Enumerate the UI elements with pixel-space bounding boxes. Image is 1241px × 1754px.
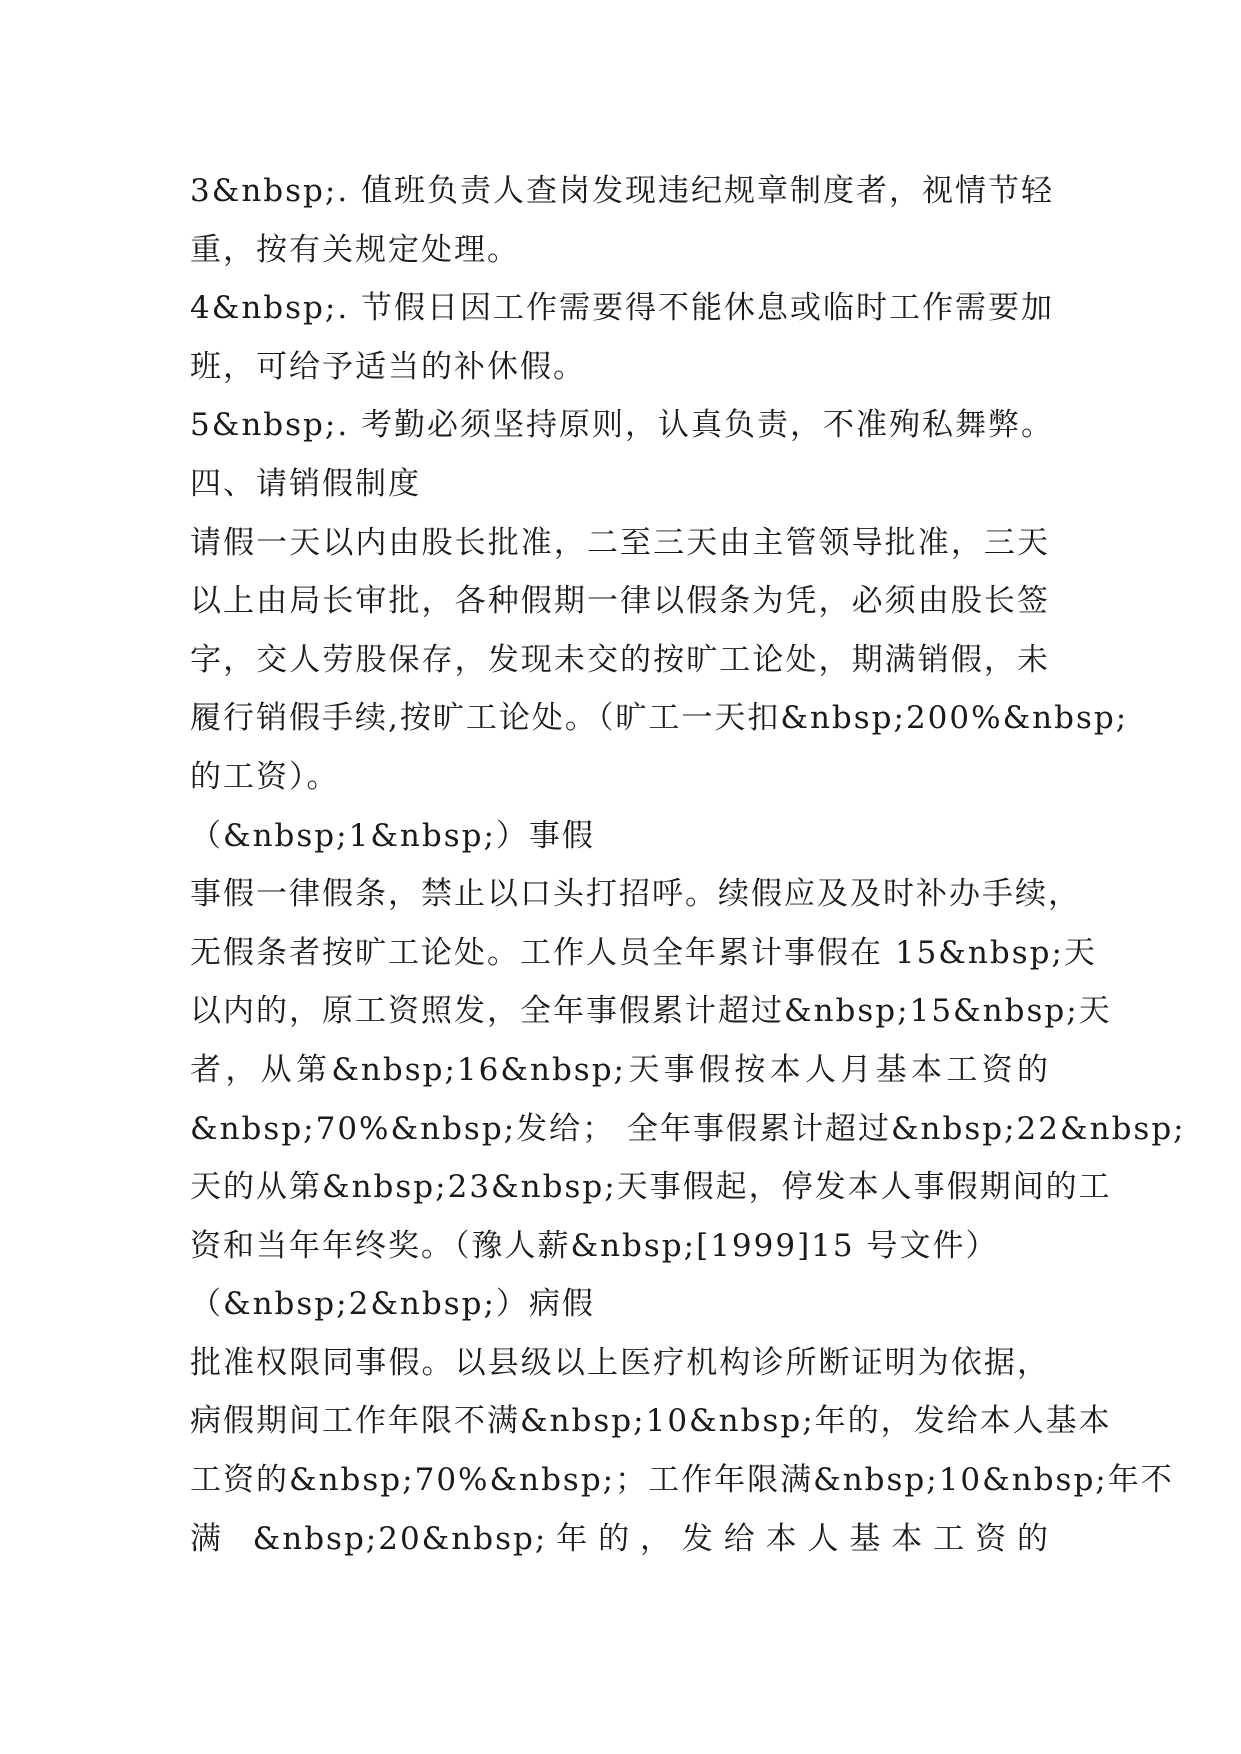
paragraph-line: 病假期间工作年限不满&nbsp;10&nbsp;年的，发给本人基本	[190, 1403, 1112, 1440]
paragraph-line: 请假一天以内由股长批准，二至三天由主管领导批准，三天	[190, 524, 1050, 561]
paragraph-line: 工资的&nbsp;70%&nbsp;；工作年限满&nbsp;10&nbsp;年不	[190, 1462, 1174, 1499]
paragraph-line: 者，从第&nbsp;16&nbsp;天事假按本人月基本工资的	[190, 1051, 1050, 1088]
paragraph-line: 满 &nbsp;20&nbsp;年的，发给本人基本工资的	[190, 1520, 1050, 1557]
subsection-heading: （&nbsp;1&nbsp;）事假	[190, 817, 595, 854]
paragraph-line: 事假一律假条，禁止以口头打招呼。续假应及及时补办手续，	[190, 876, 1081, 913]
paragraph-line: 5&nbsp;. 考勤必须坚持原则，认真负责，不准殉私舞弊。	[190, 407, 1055, 444]
document-body	[190, 162, 1186, 1568]
paragraph-line: 字，交人劳股保存，发现未交的按旷工论处，期满销假，未	[190, 641, 1050, 678]
paragraph-line: 资和当年年终奖。（豫人薪&nbsp;[1999]15 号文件）	[190, 1227, 999, 1264]
paragraph-line: 以内的，原工资照发，全年事假累计超过&nbsp;15&nbsp;天	[190, 993, 1112, 1030]
paragraph-line: &nbsp;70%&nbsp;发给； 全年事假累计超过&nbsp;22&nbsp;	[190, 1110, 1186, 1147]
section-heading: 四、请销假制度	[190, 465, 421, 502]
paragraph-line: 无假条者按旷工论处。工作人员全年累计事假在 15&nbsp;天	[190, 934, 1097, 971]
paragraph-line: 重，按有关规定处理。	[190, 231, 520, 268]
paragraph-line: 以上由局长审批，各种假期一律以假条为凭，必须由股长签	[190, 583, 1050, 620]
paragraph-line: 天的从第&nbsp;23&nbsp;天事假起，停发本人事假期间的工	[190, 1169, 1112, 1206]
paragraph-line: 批准权限同事假。以县级以上医疗机构诊所断证明为依据，	[190, 1344, 1050, 1381]
subsection-heading: （&nbsp;2&nbsp;）病假	[190, 1286, 595, 1323]
paragraph-line: 履行销假手续,按旷工论处。（旷工一天扣&nbsp;200%&nbsp;	[190, 700, 1129, 737]
paragraph-line: 的工资）。	[190, 758, 340, 795]
paragraph-line: 班，可给予适当的补休假。	[190, 348, 586, 385]
paragraph-line: 4&nbsp;. 节假日因工作需要得不能休息或临时工作需要加	[190, 290, 1055, 327]
paragraph-line: 3&nbsp;. 值班负责人查岗发现违纪规章制度者，视情节轻	[190, 173, 1055, 209]
